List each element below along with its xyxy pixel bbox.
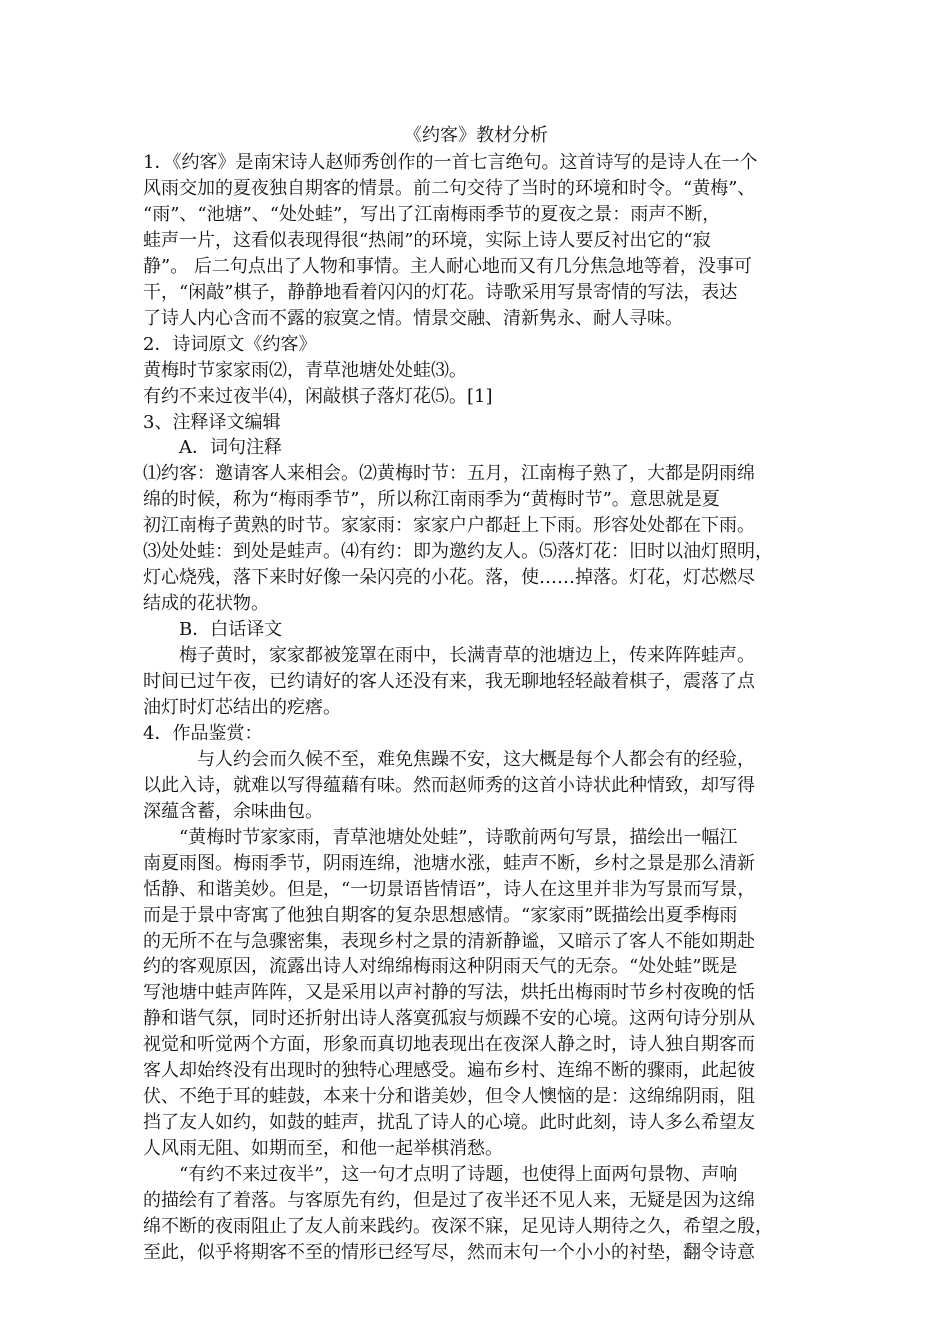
text-line: 南夏雨图。梅雨季节，阴雨连绵，池塘水涨，蛙声不断，乡村之景是那么清新 — [143, 852, 755, 874]
text-line: 恬静、和谐美妙。但是，“一切景语皆情语”，诗人在这里并非为写景而写景， — [143, 878, 756, 900]
text-line: 挡了友人如约，如鼓的蛙声，扰乱了诗人的心境。此时此刻，诗人多么希望友 — [143, 1112, 755, 1134]
text-line: 时间已过午夜，已约请好的客人还没有来，我无聊地轻轻敲着棋子，震落了点 — [143, 671, 755, 692]
text-line: 1．《约客》是南宋诗人赵师秀创作的一首七言绝句。这首诗写的是诗人在一个 — [143, 152, 758, 173]
text-line: 了诗人内心含而不露的寂寞之情。情景交融、清新隽永、耐人寻味。 — [143, 307, 683, 329]
text-line: “黄梅时节家家雨，青草池塘处处蛙”，诗歌前两句写景，描绘出一幅江 — [143, 826, 738, 848]
text-line: ⑶处处蛙：到处是蛙声。⑷有约：即为邀约友人。⑸落灯花：旧时以油灯照明， — [143, 541, 773, 563]
text-line: 3、注释译文编辑 — [143, 411, 281, 433]
text-line: 的无所不在与急骤密集，表现乡村之景的清新静谧，又暗示了客人不能如期赴 — [143, 930, 755, 952]
text-line: 静和谐气氛，同时还折射出诗人落寞孤寂与烦躁不安的心境。这两句诗分别从 — [143, 1008, 755, 1030]
text-line: 写池塘中蛙声阵阵，又是采用以声衬静的写法，烘托出梅雨时节乡村夜晚的恬 — [143, 982, 755, 1004]
text-line: “雨”、“池塘”、“处处蛙”，写出了江南梅雨季节的夏夜之景：雨声不断， — [143, 203, 721, 225]
text-line: 与人约会而久候不至，难免焦躁不安，这大概是每个人都会有的经验， — [143, 748, 755, 770]
text-line: 的描绘有了着落。与客原先有约，但是过了夜半还不见人来，无疑是因为这绵 — [143, 1190, 755, 1211]
text-line: 干，“闲敲”棋子，静静地看着闪闪的灯花。诗歌采用写景寄情的写法，表达 — [143, 281, 738, 303]
text-line: “有约不来过夜半”，这一句才点明了诗题，也使得上面两句景物、声响 — [143, 1164, 738, 1186]
text-line: B．白话译文 — [143, 619, 283, 641]
text-line: 视觉和听觉两个方面，形象而真切地表现出在夜深人静之时，诗人独自期客而 — [143, 1034, 755, 1056]
text-line: A．词句注释 — [143, 437, 282, 459]
text-line: 静”。 后二句点出了人物和事情。主人耐心地而又有几分焦急地等着，没事可 — [143, 255, 752, 277]
text-line: 初江南梅子黄熟的时节。家家雨：家家户户都赶上下雨。形容处处都在下雨。 — [143, 515, 755, 537]
text-line: 至此，似乎将期客不至的情形已经写尽，然而末句一个小小的衬垫，翻令诗意 — [143, 1241, 755, 1263]
text-line: 而是于景中寄寓了他独自期客的复杂思想感情。“家家雨”既描绘出夏季梅雨 — [143, 904, 738, 926]
text-line: 绵的时候，称为“梅雨季节”，所以称江南雨季为“黄梅时节”。意思就是夏 — [143, 489, 720, 511]
text-line: 约的客观原因，流露出诗人对绵绵梅雨这种阴雨天气的无奈。“处处蛙”既是 — [143, 956, 738, 978]
text-line: 伏、不绝于耳的蛙鼓，本来十分和谐美妙，但令人懊恼的是：这绵绵阴雨，阻 — [143, 1086, 755, 1108]
text-line: 油灯时灯芯结出的疙瘩。 — [143, 696, 341, 718]
text-line: 绵不断的夜雨阻止了友人前来践约。夜深不寐，足见诗人期待之久，希望之殷， — [143, 1215, 773, 1237]
text-line: 深蕴含蓄，余味曲包。 — [143, 800, 323, 822]
text-line: 有约不来过夜半⑷，闲敲棋子落灯花⑸。[1] — [143, 385, 493, 407]
text-line: 客人却始终没有出现时的独特心理感受。遍布乡村、连绵不断的骤雨，此起彼 — [143, 1060, 755, 1082]
text-line: 黄梅时节家家雨⑵，青草池塘处处蛙⑶。 — [143, 359, 467, 381]
text-line: 4．作品鉴赏： — [143, 722, 263, 744]
text-line: ⑴约客：邀请客人来相会。⑵黄梅时节：五月，江南梅子熟了，大都是阴雨绵 — [143, 463, 755, 485]
text-line: 人风雨无阻、如期而至，和他一起举棋消愁。 — [143, 1138, 503, 1160]
text-line: 风雨交加的夏夜独自期客的情景。前二句交待了当时的环境和时令。“黄梅”、 — [143, 177, 756, 199]
text-line: 结成的花状物。 — [143, 593, 269, 615]
document-title: 《约客》教材分析 — [404, 125, 548, 146]
text-line: 以此入诗，就难以写得蕴藉有味。然而赵师秀的这首小诗状此种情致，却写得 — [143, 774, 755, 796]
text-line: 灯心烧残，落下来时好像一朵闪亮的小花。落，使……掉落。灯花，灯芯燃尽 — [143, 567, 755, 589]
text-line: 蛙声一片，这看似表现得很“热闹”的环境，实际上诗人要反衬出它的“寂 — [143, 229, 711, 251]
text-line: 2．诗词原文《约客》 — [143, 333, 317, 355]
text-line: 梅子黄时，家家都被笼罩在雨中，长满青草的池塘边上，传来阵阵蛙声。 — [143, 645, 755, 667]
